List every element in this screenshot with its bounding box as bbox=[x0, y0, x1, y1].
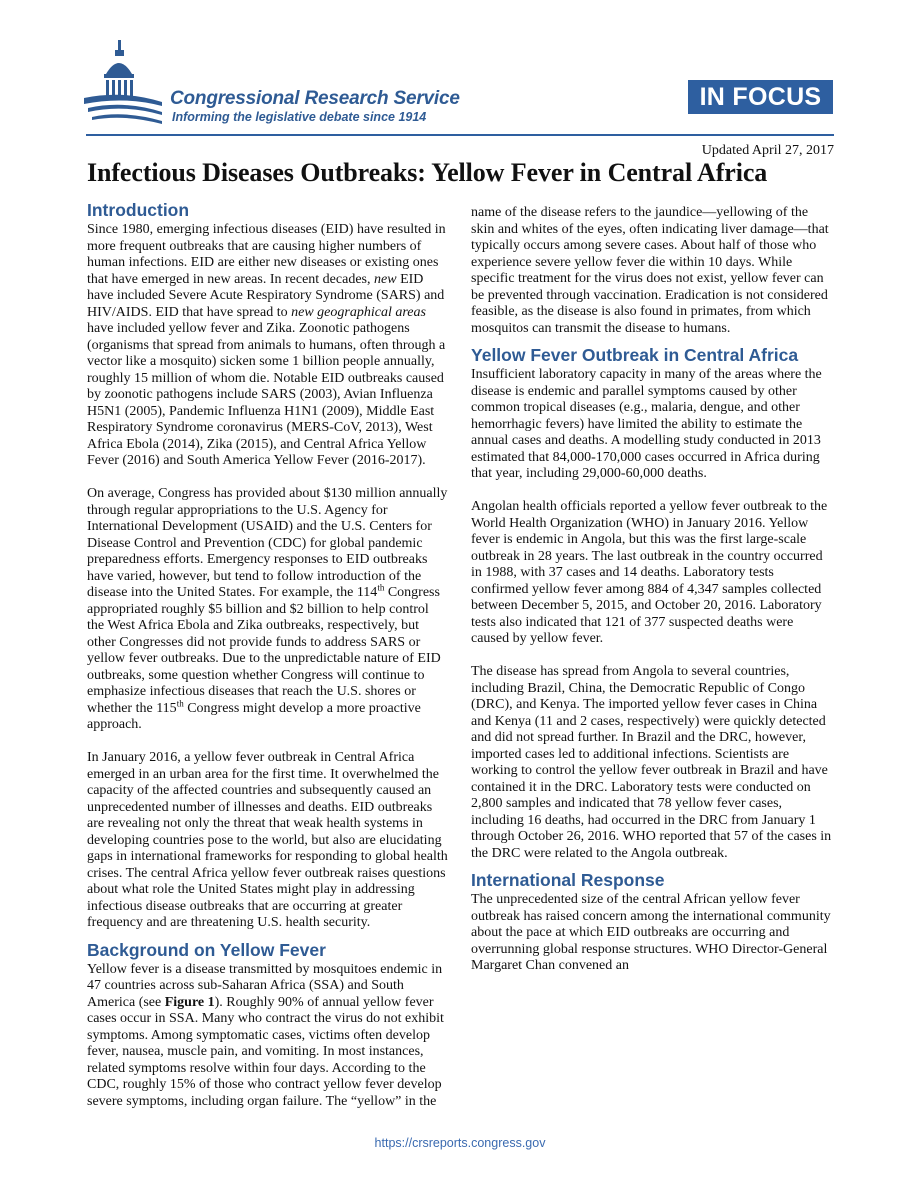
figure-reference: Figure 1 bbox=[164, 994, 215, 1010]
background-paragraph-1 bbox=[87, 962, 449, 1111]
text-run-italic: new geographical areas bbox=[291, 304, 426, 320]
page-header bbox=[0, 0, 920, 158]
text-run: EID have included Severe Acute Respiratory Syndrome (SARS) and HIV/AIDS. EID that have spread to bbox=[87, 271, 445, 320]
in-focus-badge: IN FOCUS bbox=[688, 80, 833, 114]
intro-paragraph-3: In January 2016, a yellow fever outbreak in Central Africa emerged in an urban area for the first time. It overwhelmed the capacity of the affected countries and subsequently caused an unprecedented number of illnesses and deaths. EID outbreaks are revealing not only the threat that weak health systems in developing countries pose to the world, but also are elucidating gaps in international frameworks for responding to global health crises. The central Africa yellow fever outbreak raises questions about what role the United States might play in addressing infectious disease outbreaks that are occurring at greater frequency and are threatening U.S. health security. bbox=[87, 750, 448, 930]
section-heading-international-response: International Response bbox=[471, 870, 665, 890]
capitol-dome-logo bbox=[84, 40, 164, 130]
outbreak-paragraph-3: The disease has spread from Angola to several countries, including Brazil, China, the Democratic Republic of Congo (DRC), and Kenya. The imported yellow fever cases in China and Kenya (11 and 2 cases, respectively) were quickly detected and did not spread further. In Brazil and the DRC, however, imported cases led to additional infections. Scientists are working to control the yellow fever outbreak in Brazil and have contained it in the DRC. Laboratory tests were conducted on 2,800 samples and indicated that 78 yellow fever cases, including 16 deaths, had occurred in the DRC from January 1 through October 26, 2016. WHO reported that 57 of the cases in the DRC were related to the Angola outbreak. bbox=[471, 664, 832, 861]
right-column bbox=[471, 205, 833, 975]
footer-url[interactable]: https://crsreports.congress.gov bbox=[374, 1136, 546, 1150]
response-paragraph-1: The unprecedented size of the central African yellow fever outbreak has raised concern among the international community about the pace at which EID outbreaks are occurring and overrunning global response structures. WHO Director-General Margaret Chan convened an bbox=[471, 892, 831, 973]
outbreak-paragraph-2: Angolan health officials reported a yellow fever outbreak to the World Health Organization (WHO) in January 2016. Yellow fever is endemic in Angola, but this was the first large-scale outbreak in 28 years. The last outbreak in the country occurred in 1988, with 37 cases and 14 deaths. Laboratory tests confirmed yellow fever among 884 of 4,347 samples collected between December 5, 2015, and October 20, 2016. Laboratory tests also indicated that 121 of 377 suspected deaths were caused by yellow fever. bbox=[471, 499, 828, 646]
text-run: ). Roughly 90% of annual yellow fever cases occur in SSA. Many who contract the virus do not exhibit symptoms. Among symptomatic cases, victims often develop fever, nausea, muscle pain, and vomiting. In most instances, related symptoms resolve within four days. According to the CDC, roughly 15% of those who contract yellow fever develop severe symptoms, including organ failure. The “yellow” in the bbox=[87, 994, 444, 1109]
header-divider bbox=[86, 134, 834, 136]
section-heading-outbreak: Yellow Fever Outbreak in Central Africa bbox=[471, 345, 799, 365]
text-run: Yellow fever is a disease transmitted by mosquitoes endemic in 47 countries across sub-Saharan Africa (SSA) and South America (see bbox=[87, 961, 443, 1010]
background-paragraph-1-continued: name of the disease refers to the jaundice—yellowing of the skin and whites of the eyes, often indicating liver damage—that typically occurs among severe cases. About half of those who experience severe yellow fever die within 10 days. While specific treatment for the virus does not exist, yellow fever can be prevented through vaccination. Eradication is not considered feasible, as the disease is also found in primates, from which mosquitos can transmit the disease to humans. bbox=[471, 205, 829, 336]
text-run: have included yellow fever and Zika. Zoonotic pathogens (organisms that spread from animals to humans, often through a vector like a mosquito) sicken some 1 billion people annually, roughly 15 million of whom die. Notable EID outbreaks caused by zoonotic pathogens include SARS (2003), Avian Influenza H5N1 (2005), Pandemic Influenza H1N1 (2009), Middle East Respiratory Syndrome coronavirus (MERS-CoV, 2013), West Africa Ebola (2014), Zika (2015), and Central Africa Yellow Fever (2016) and South America Yellow Fever (2016-2017). bbox=[87, 321, 446, 468]
intro-paragraph-1 bbox=[87, 222, 449, 470]
text-run: Since 1980, emerging infectious diseases (EID) have resulted in more frequent outbreaks that are causing higher numbers of human infections. EID are either new diseases or existing ones that have emerged in new areas. In recent decades, bbox=[87, 222, 446, 287]
section-heading-background: Background on Yellow Fever bbox=[87, 939, 326, 960]
ordinal-superscript: th bbox=[377, 582, 385, 593]
organization-name: Congressional Research Service bbox=[170, 88, 460, 109]
text-run-italic: new bbox=[374, 271, 397, 287]
text-run: On average, Congress has provided about $130 million annually through regular appropriations to the U.S. Agency for International Development (USAID) and the U.S. Centers for Disease Control and Prevention (CDC) for global pandemic preparedness efforts. Emergency responses to EID outbreaks have varied, however, but tend to follow introduction of the disease into the United States. For example, the 114 bbox=[87, 486, 448, 600]
organization-tagline: Informing the legislative debate since 1914 bbox=[172, 110, 427, 124]
updated-date: Updated April 27, 2017 bbox=[701, 143, 834, 158]
text-run: Congress might develop a more proactive approach. bbox=[87, 700, 421, 732]
left-column bbox=[87, 200, 449, 1110]
ordinal-superscript: th bbox=[176, 697, 184, 708]
page-title: Infectious Diseases Outbreaks: Yellow Fever in Central Africa bbox=[87, 158, 768, 187]
text-run: Congress appropriated roughly $5 billion and $2 billion to help control the West Africa Ebola and Zika outbreaks, respectively, but other Congresses did not provide funds to address SARS or yellow fever outbreaks. Due to the unpredictable nature of EID outbreaks, some question whether Congress will continue to emphasize infectious diseases that reach the U.S. shores or whether the 115 bbox=[87, 585, 441, 716]
section-heading-introduction: Introduction bbox=[87, 200, 190, 220]
outbreak-paragraph-1: Insufficient laboratory capacity in many of the areas where the disease is endemic and parallel symptoms caused by other common tropical diseases (e.g., malaria, dengue, and other hemorrhagic fevers) have limited the ability to estimate the annual cases and deaths. A modelling study conducted in 2013 estimated that 84,000-170,000 cases occurred in Africa during that year, including 29,000-60,000 deaths. bbox=[471, 367, 822, 481]
intro-paragraph-2 bbox=[87, 486, 449, 734]
